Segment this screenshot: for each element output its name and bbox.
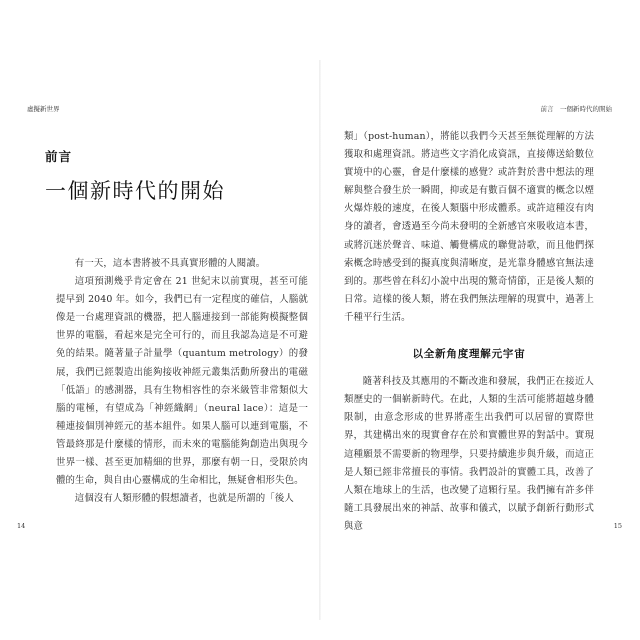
paragraph-continued: 類」（post-human），將能以我們今天甚至無從理解的方法獲取和處理資訊。將這些文字消化成資訊，直接傳送給數位實境中的心靈，會是什麼樣的感覺？或許對於書中想法的理解與整合發生於一瞬間，抑或是有數百個不適實的概念以煙火爆炸般的速度，在後人類腦中形成體系。或許這種沒有肉身的讀者，會透過至今尚未發明的全新感官來吸收這本書，或將沉迷於聲音、味道、觸覺構成的聯覺詩歌，而且他們探索概念時感受到的擬真度與清晰度，是光靠身體感官無法達到的。那些曾在科幻小說中出現的驚奇情節，正是後人類的日常。這樣的後人類，將在我們無法理解的現實中，過著上千種平行生活。 [344, 131, 594, 323]
paragraph: 隨著科技及其應用的不斷改進和發展，我們正在接近人類歷史的一個嶄新時代。在此，人類的生活可能將超越身體限制，由意念形成的世界將產生出我們可以居留的實際世界，其建構出來的現實會存在於和實體世界的對話中。實現這種願景不需要新的物理學，只要持續進步與升級，而這正是人類已經非常擅長的事情。我們設計的實體工具，改善了人類在地球上的生活，也改變了這顆行星。我們擁有許多伴隨工具發展出來的神話、故事和儀式，以賦予創新行動形式與意 [344, 376, 594, 532]
paragraph: 這項預測幾乎肯定會在 21 世紀末以前實現，甚至可能提早到 2040 年。如今，我們已有一定程度的確信，人腦就像是一台處理資訊的機器，把人腦連接到一部能夠模擬整個世界的電腦，看起來是完全可行的，而且我認為這是不可避免的結果。隨著量子計量學（quantum metrology）的發展，我們已經製造出能夠接收神經元叢集活動所發出的電磁「低語」的感測器，具有生物相容性的奈米級管非常類似大腦的電極，有望成為「神經織網」（neural lace）：這是一種連接個別神經元的基本組件。如果人腦可以連到電腦，不管最終那是什麼樣的情形，而未來的電腦能夠創造出與現今世界一樣、甚至更加精細的世界，那麼有朝一日，受限於肉體的生命，與自由心靈構成的生命相比，無疑會相形失色。 [56, 276, 308, 487]
left-body-text [56, 255, 308, 508]
running-head-left: 虛擬新世界 [27, 105, 60, 113]
page-number-right: 15 [613, 522, 622, 530]
paragraph: 有一天，這本書將被不具真實形體的人閱讀。 [74, 258, 266, 269]
running-head-right: 前言 一個新時代的開始 [540, 105, 612, 113]
page-number-left: 14 [17, 522, 26, 530]
subheading: 以全新角度理解元宇宙 [412, 348, 526, 361]
right-page [322, 0, 640, 640]
paragraph: 這個沒有人類形體的假想讀者，也就是所謂的「後人 [74, 493, 294, 505]
section-label: 前言 [45, 149, 73, 164]
left-page [0, 0, 318, 640]
chapter-title: 一個新時代的開始 [45, 179, 225, 203]
right-body-text [344, 128, 594, 536]
book-gutter [319, 60, 321, 620]
